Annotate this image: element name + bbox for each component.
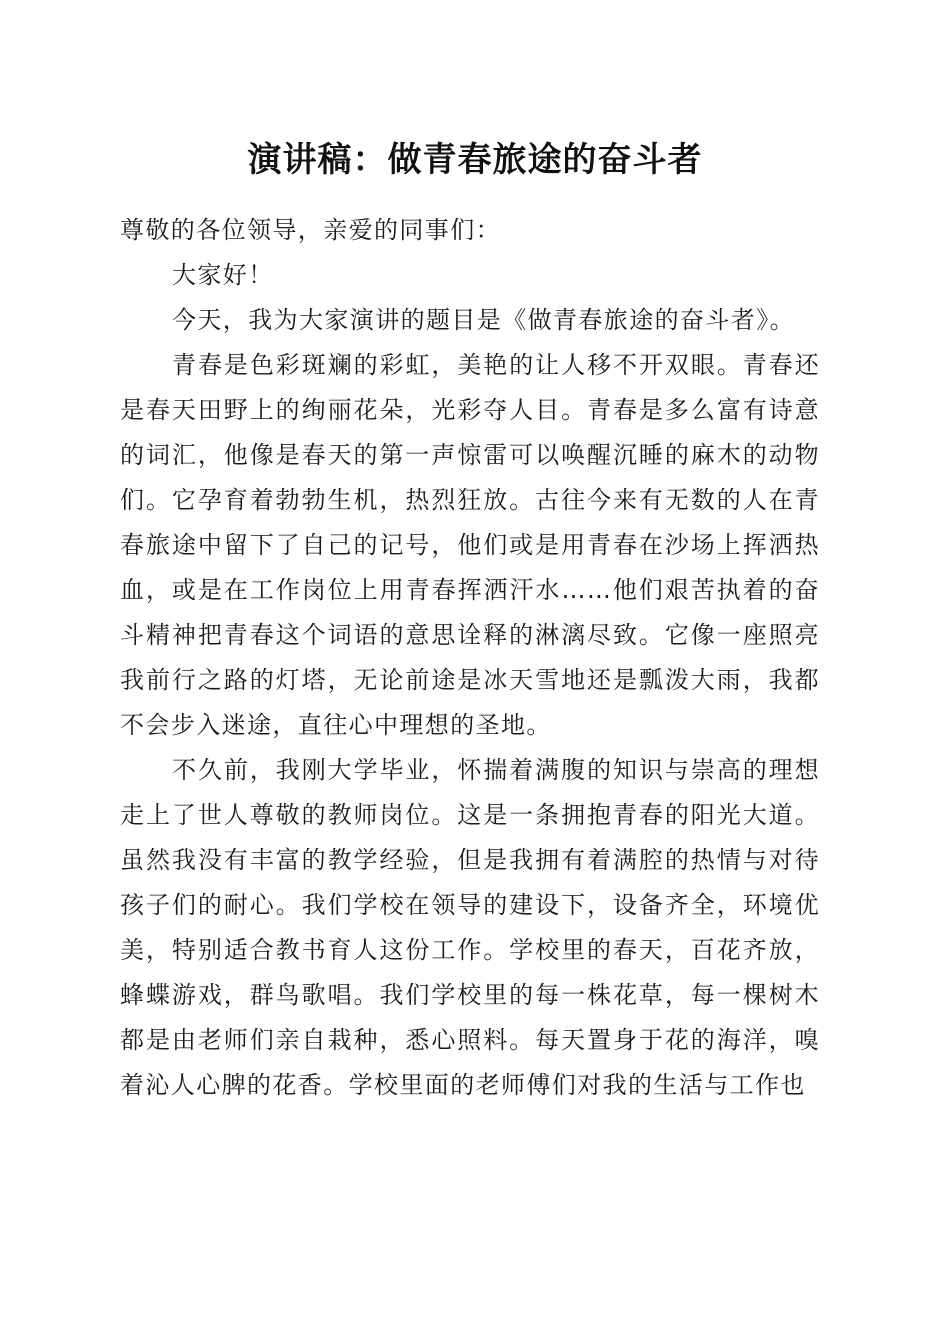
document-title: 演讲稿：做青春旅途的奋斗者 xyxy=(247,140,703,180)
salutation: 尊敬的各位领导，亲爱的同事们： xyxy=(120,216,501,244)
paragraph-greeting: 大家好！ xyxy=(172,261,274,289)
paragraph-topic: 今天，我为大家演讲的题目是《做青春旅途的奋斗者》。 xyxy=(172,306,795,334)
document-body xyxy=(120,208,820,1108)
paragraph-teaching: 不久前，我刚大学毕业，怀揣着满腹的知识与崇高的理想走上了世人尊敬的教师岗位。这是一条拥抱青春的阳光大道。虽然我没有丰富的教学经验，但是我拥有着满腔的热情与对待孩子们的耐心。我们学校在领导的建设下，设备齐全，环境优美，特别适合教书育人这份工作。学校里的春天，百花齐放，蜂蝶游戏，群鸟歌唱。我们学校里的每一株花草，每一棵树木都是由老师们亲自栽种，悉心照料。每天置身于花的海洋，嗅着沁人心脾的花香。学校里面的老师傅们对我的生活与工作也 xyxy=(120,756,820,1099)
paragraph-youth: 青春是色彩斑斓的彩虹，美艳的让人移不开双眼。青春还是春天田野上的绚丽花朵，光彩夺人目。青春是多么富有诗意的词汇，他像是春天的第一声惊雷可以唤醒沉睡的麻木的动物们。它孕育着勃勃生机，热烈狂放。古往今来有无数的人在青春旅途中留下了自己的记号，他们或是用青春在沙场上挥洒热血，或是在工作岗位上用青春挥洒汗水……他们艰苦执着的奋斗精神把青春这个词语的意思诠释的淋漓尽致。它像一座照亮我前行之路的灯塔，无论前途是冰天雪地还是瓢泼大雨，我都不会步入迷途，直往心中理想的圣地。 xyxy=(120,351,820,739)
